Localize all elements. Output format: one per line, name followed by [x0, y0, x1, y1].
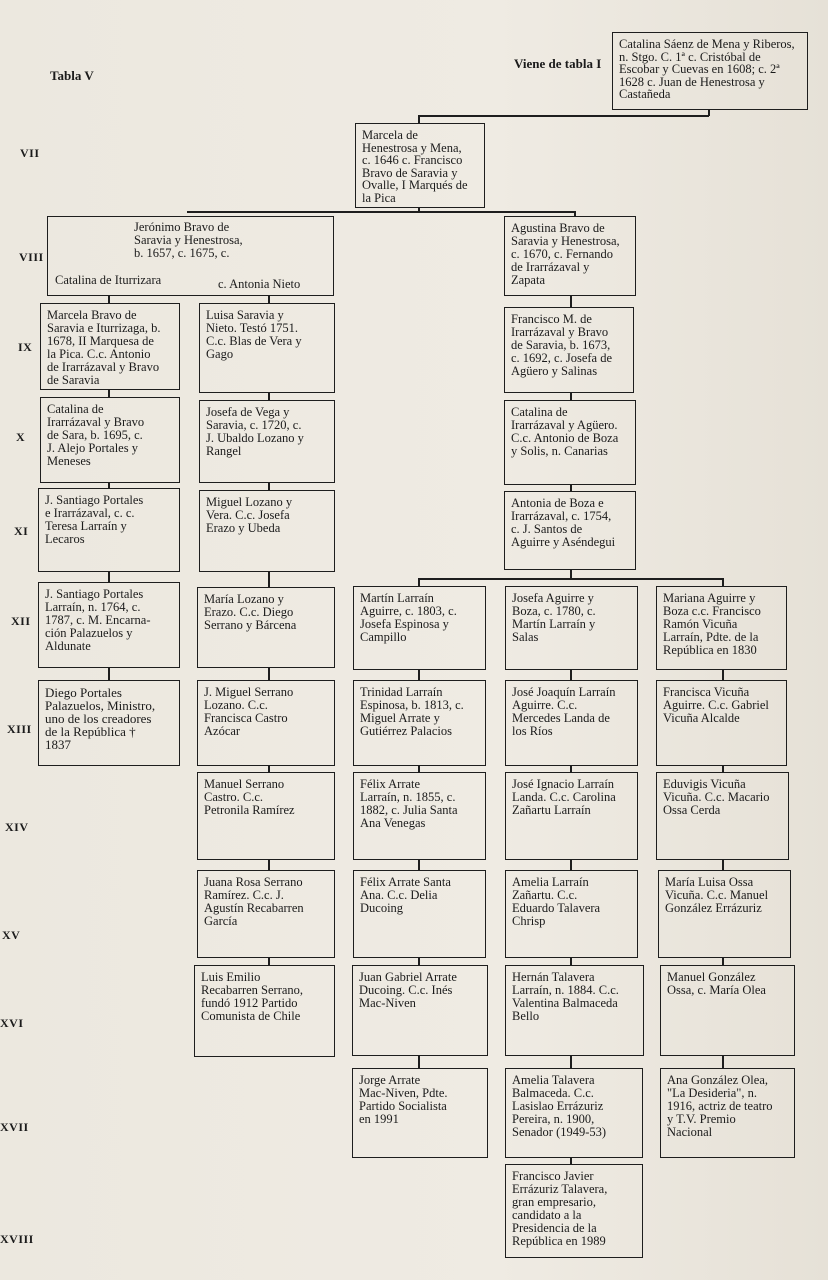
person-box-juana-serrano: Juana Rosa Serrano Ramírez. C.c. J. Agustín Recabarren García	[197, 870, 335, 958]
connector	[418, 578, 722, 580]
gen-xi: XI	[14, 524, 29, 538]
connector	[570, 860, 572, 870]
person-box-hernan-talavera: Hernán Talavera Larraín, n. 1884. C.c. Valentina Balmaceda Bello	[505, 965, 644, 1056]
connector	[570, 1056, 572, 1068]
connector	[418, 670, 420, 680]
connector	[570, 393, 572, 400]
person-box-catalina-aguero: Catalina de Irarrázaval y Agüero. C.c. Antonio de Boza y Solis, n. Canarias	[504, 400, 636, 485]
person-box-miguel-serrano: J. Miguel Serrano Lozano. C.c. Francisca Castro Azócar	[197, 680, 335, 766]
person-box-amelia-talavera: Amelia Talavera Balmaceda. C.c. Lasislao Errázuriz Pereira, n. 1900, Senador (1949-53)	[505, 1068, 643, 1158]
gen-xviii: XVIII	[0, 1232, 34, 1246]
connector	[108, 572, 110, 582]
connector	[722, 1056, 724, 1068]
connector	[108, 390, 110, 397]
gen-xii: XII	[11, 614, 31, 628]
viene-label: Viene de tabla I	[514, 56, 602, 71]
connector	[268, 572, 270, 587]
connector	[187, 211, 574, 213]
spouse-label-right: c. Antonia Nieto	[218, 277, 301, 291]
connector	[108, 296, 110, 303]
person-box-joaquin-larrain: José Joaquín Larraín Aguirre. C.c. Mercedes Landa de los Ríos	[505, 680, 638, 766]
connector	[268, 668, 270, 680]
person-box-luis-recabarren: Luis Emilio Recabarren Serrano, fundó 1912 Partido Comunista de Chile	[194, 965, 335, 1057]
connector	[108, 668, 110, 680]
person-box-marcela-henestrosa: Marcela de Henestrosa y Mena, c. 1646 c. Francisco Bravo de Saravia y Ovalle, I Marqués de la Pica	[355, 123, 485, 208]
gen-x: X	[16, 430, 26, 444]
connector	[268, 393, 270, 400]
person-box-diego-portales: Diego Portales Palazuelos, Ministro, uno de los creadores de la República † 1837	[38, 680, 180, 766]
person-box-jeronimo: Jerónimo Bravo de Saravia y Henestrosa, b. 1657, c. 1675, c.	[47, 216, 334, 296]
person-box-maria-lozano: María Lozano y Erazo. C.c. Diego Serrano y Bárcena	[197, 587, 335, 668]
connector	[268, 860, 270, 870]
connector	[418, 860, 420, 870]
person-box-santiago-portales-2: J. Santiago Portales Larraín, n. 1764, c. 1787, c. M. Encarna- ción Palazuelos y Aldunate	[38, 582, 180, 668]
person-box-jorge-arrate: Jorge Arrate Mac-Niven, Pdte. Partido Socialista en 1991	[352, 1068, 488, 1158]
connector	[722, 578, 724, 586]
gen-xvii: XVII	[0, 1120, 29, 1134]
table-label: Tabla V	[50, 68, 94, 83]
person-box-ignacio-larrain: José Ignacio Larraín Landa. C.c. Carolina Zañartu Larraín	[505, 772, 638, 860]
connector	[268, 483, 270, 490]
gen-vii: VII	[20, 146, 40, 160]
person-box-mariana-aguirre: Mariana Aguirre y Boza c.c. Francisco Ramón Vicuña Larraín, Pdte. de la República en 1830	[656, 586, 787, 670]
person-box-manuel-serrano: Manuel Serrano Castro. C.c. Petronila Ramírez	[197, 772, 335, 860]
gen-xvi: XVI	[0, 1016, 24, 1030]
connector	[722, 958, 724, 965]
connector	[418, 578, 420, 586]
person-box-juan-gabriel-arrate: Juan Gabriel Arrate Ducoing. C.c. Inés Mac-Niven	[352, 965, 488, 1056]
gen-ix: IX	[18, 340, 33, 354]
connector	[570, 958, 572, 965]
connector	[722, 670, 724, 680]
gen-xiii: XIII	[7, 722, 32, 736]
connector	[268, 958, 270, 965]
person-box-luisa-saravia: Luisa Saravia y Nieto. Testó 1751. C.c. Blas de Vera y Gago	[199, 303, 335, 393]
spouse-label-left: Catalina de Iturrizara	[55, 273, 162, 287]
person-box-agustina: Agustina Bravo de Saravia y Henestrosa, c. 1670, c. Fernando de Irarrázaval y Zapata	[504, 216, 636, 296]
connector	[570, 670, 572, 680]
person-box-amelia-larrain: Amelia Larraín Zañartu. C.c. Eduardo Talavera Chrisp	[505, 870, 638, 958]
gen-xv: XV	[2, 928, 21, 942]
person-box-ana-gonzalez: Ana González Olea, "La Desideria", n. 1916, actriz de teatro y T.V. Premio Nacional	[660, 1068, 795, 1158]
person-box-francisco-irarrazaval: Francisco M. de Irarrázaval y Bravo de Saravia, b. 1673, c. 1692, c. Josefa de Agüero y Salinas	[504, 307, 634, 393]
gen-viii: VIII	[19, 250, 44, 264]
person-box-felix-arrate-larrain: Félix Arrate Larraín, n. 1855, c. 1882, c. Julia Santa Ana Venegas	[353, 772, 486, 860]
gen-xiv: XIV	[5, 820, 29, 834]
person-box-marcela-iturrizaga: Marcela Bravo de Saravia e Iturrizaga, b. 1678, II Marquesa de la Pica. C.c. Antonio de Irarrázaval y Bravo de Saravia	[40, 303, 180, 390]
person-box-josefa-aguirre: Josefa Aguirre y Boza, c. 1780, c. Martín Larraín y Salas	[505, 586, 638, 670]
person-box-antonia-boza: Antonia de Boza e Irarrázaval, c. 1754, c. J. Santos de Aguirre y Aséndegui	[504, 491, 636, 570]
connector	[570, 296, 572, 307]
person-box-francisca-vicuna: Francisca Vicuña Aguirre. C.c. Gabriel Vicuña Alcalde	[656, 680, 787, 766]
person-box-eduvigis-vicuna: Eduvigis Vicuña Vicuña. C.c. Macario Ossa Cerda	[656, 772, 789, 860]
person-box-trinidad-larrain: Trinidad Larraín Espinosa, b. 1813, c. Miguel Arrate y Gutiérrez Palacios	[353, 680, 486, 766]
person-box-catalina-irarrazaval: Catalina de Irarrázaval y Bravo de Sara, b. 1695, c. J. Alejo Portales y Meneses	[40, 397, 180, 483]
connector	[722, 860, 724, 870]
person-box-maria-luisa-ossa: María Luisa Ossa Vicuña. C.c. Manuel González Errázuriz	[658, 870, 791, 958]
person-box-felix-arrate-santa: Félix Arrate Santa Ana. C.c. Delia Ducoing	[353, 870, 486, 958]
connector	[268, 296, 270, 303]
connector	[418, 115, 420, 123]
person-box-josefa-vega: Josefa de Vega y Saravia, c. 1720, c. J. Ubaldo Lozano y Rangel	[199, 400, 335, 483]
connector	[418, 1056, 420, 1068]
person-box-catalina-saenz: Catalina Sáenz de Mena y Riberos, n. Stgo. C. 1ª c. Cristóbal de Escobar y Cuevas en 1608; c. 2ª 1628 c. Juan de Henestrosa y Castañeda	[612, 32, 808, 110]
person-box-francisco-errazuriz: Francisco Javier Errázuriz Talavera, gran empresario, candidato a la Presidencia de la República en 1989	[505, 1164, 643, 1258]
person-box-miguel-lozano: Miguel Lozano y Vera. C.c. Josefa Erazo y Ubeda	[199, 490, 335, 572]
connector	[418, 115, 709, 117]
person-box-santiago-portales-1: J. Santiago Portales e Irarrázaval, c. c. Teresa Larraín y Lecaros	[38, 488, 180, 572]
person-box-martin-larrain: Martín Larraín Aguirre, c. 1803, c. Josefa Espinosa y Campillo	[353, 586, 486, 670]
connector	[418, 958, 420, 965]
person-box-manuel-gonzalez: Manuel González Ossa, c. María Olea	[660, 965, 795, 1056]
